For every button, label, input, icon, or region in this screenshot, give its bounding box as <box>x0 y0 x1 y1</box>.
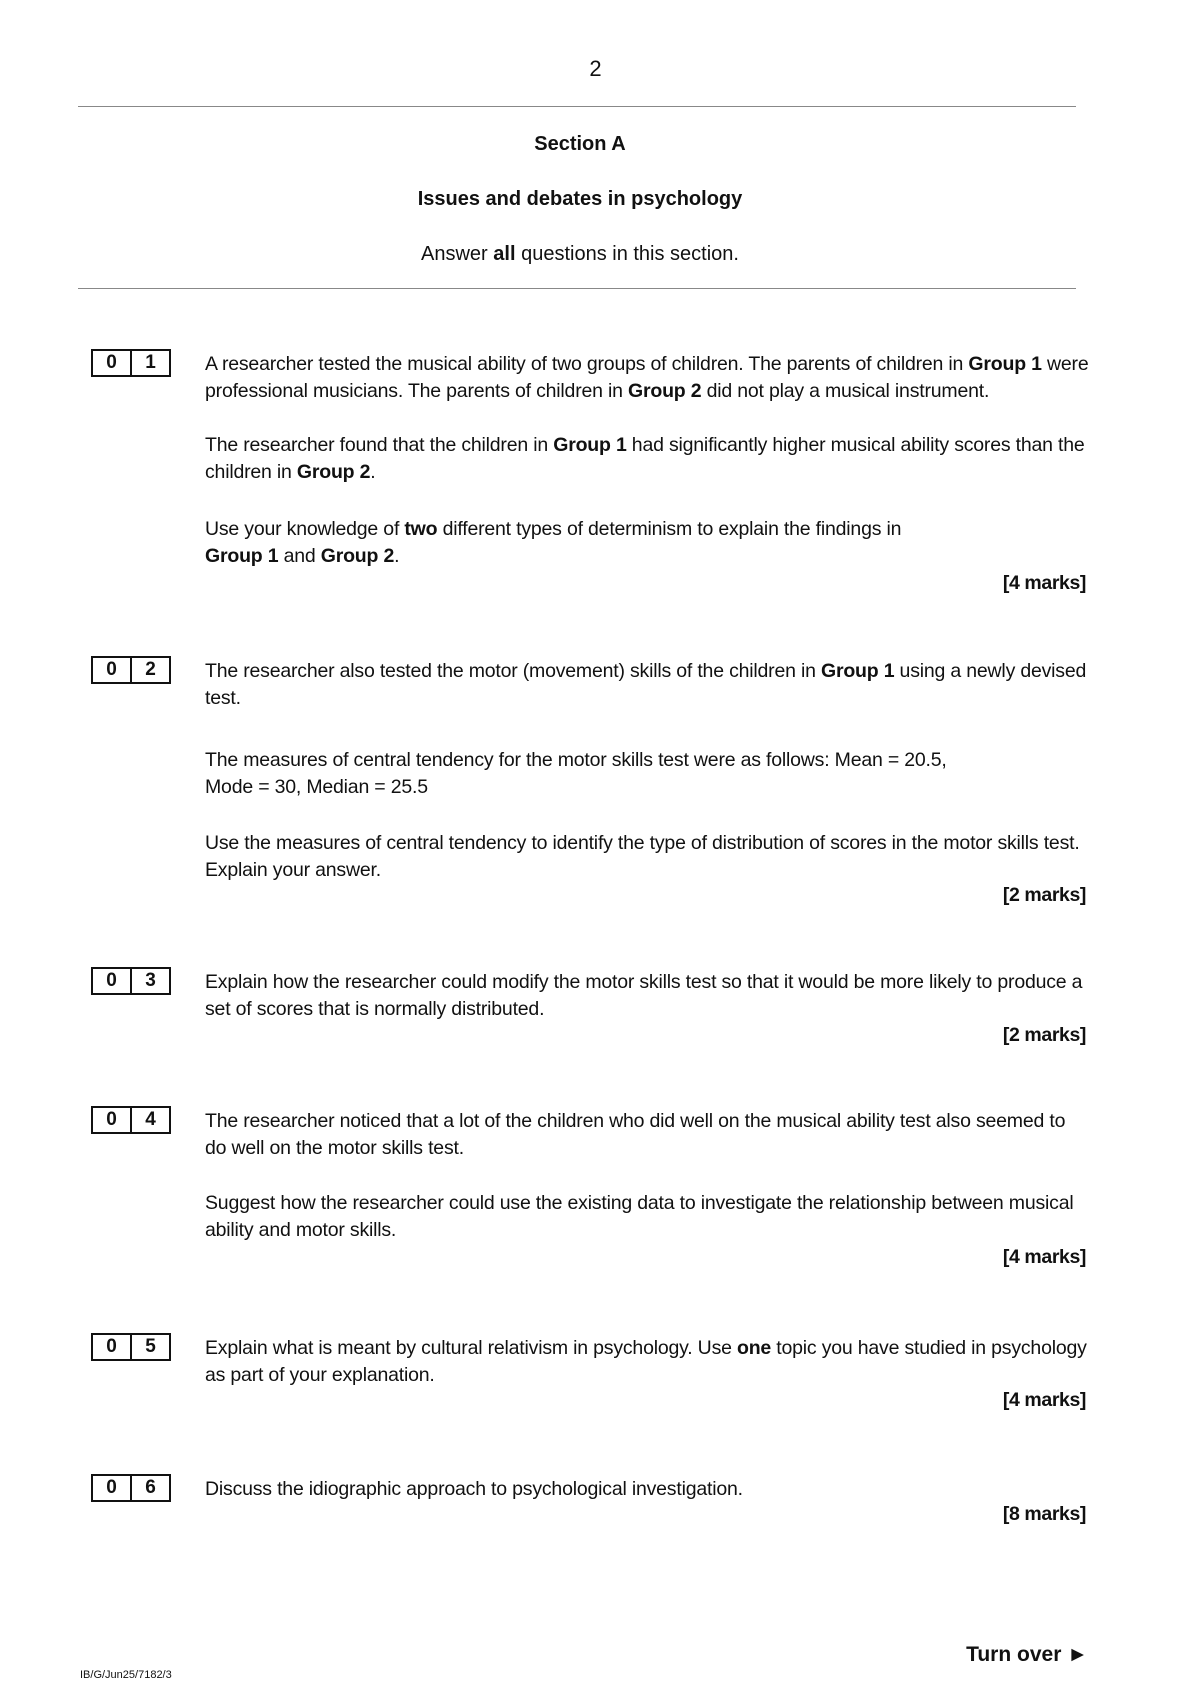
question-number-box-02: 0 2 <box>91 656 171 684</box>
question-number-box-01: 0 1 <box>91 349 171 377</box>
turn-over-label: Turn over ► <box>966 1643 1088 1666</box>
q6-paragraph-1: Discuss the idiographic approach to psychological investigation. <box>205 1478 743 1500</box>
q1-paragraph-2: The researcher found that the children in Group 1 had significantly higher musical ability scores than the children in Group 2. <box>205 434 1085 483</box>
question-number-box-06: 0 6 <box>91 1474 171 1502</box>
q2-paragraph-1: The researcher also tested the motor (movement) skills of the children in Group 1 using a newly devised test. <box>205 660 1087 709</box>
q3-paragraph-1: Explain how the researcher could modify the motor skills test so that it would be more likely to produce a set of scores that is normally distributed. <box>205 971 1083 1020</box>
q3-marks: [2 marks] <box>1002 1024 1086 1046</box>
q4-marks: [4 marks] <box>1002 1246 1086 1268</box>
header-rule-top <box>78 106 1076 107</box>
q1-paragraph-3: Use your knowledge of two different types of determinism to explain the findings in Group 1 and Group 2. <box>205 518 902 567</box>
q1-marks: [4 marks] <box>1002 572 1086 594</box>
question-number-box-03: 0 3 <box>91 967 171 995</box>
question-number-box-04: 0 4 <box>91 1106 171 1134</box>
q1-paragraph-1: A researcher tested the musical ability of two groups of children. The parents of children in Group 1 were professional musicians. The parents of children in Group 2 did not play a musical instrument. <box>205 353 1089 402</box>
header-rule-bottom <box>78 288 1076 289</box>
q2-paragraph-3: Use the measures of central tendency to identify the type of distribution of scores in the motor skills test. Explain your answer. <box>205 832 1080 881</box>
section-instruction: Answer all questions in this section. <box>421 243 739 265</box>
q4-paragraph-2: Suggest how the researcher could use the existing data to investigate the relationship between musical ability and motor skills. <box>205 1192 1074 1241</box>
q6-marks: [8 marks] <box>1002 1503 1086 1525</box>
section-subtitle: Issues and debates in psychology <box>417 188 743 210</box>
q2-paragraph-2: The measures of central tendency for the motor skills test were as follows: Mean = 20.5, Mode = 30, Median = 25.5 <box>205 749 947 798</box>
page-number: 2 <box>589 56 602 81</box>
q4-paragraph-1: The researcher noticed that a lot of the children who did well on the musical ability test also seemed to do well on the motor skills test. <box>205 1110 1066 1159</box>
footer-code: IB/G/Jun25/7182/3 <box>80 1669 172 1681</box>
q5-paragraph-1: Explain what is meant by cultural relativism in psychology. Use one topic you have studied in psychology as part of your explanation. <box>205 1337 1087 1386</box>
question-number-box-05: 0 5 <box>91 1333 171 1361</box>
q2-marks: [2 marks] <box>1002 884 1086 906</box>
q5-marks: [4 marks] <box>1002 1389 1086 1411</box>
section-title: Section A <box>534 133 626 155</box>
